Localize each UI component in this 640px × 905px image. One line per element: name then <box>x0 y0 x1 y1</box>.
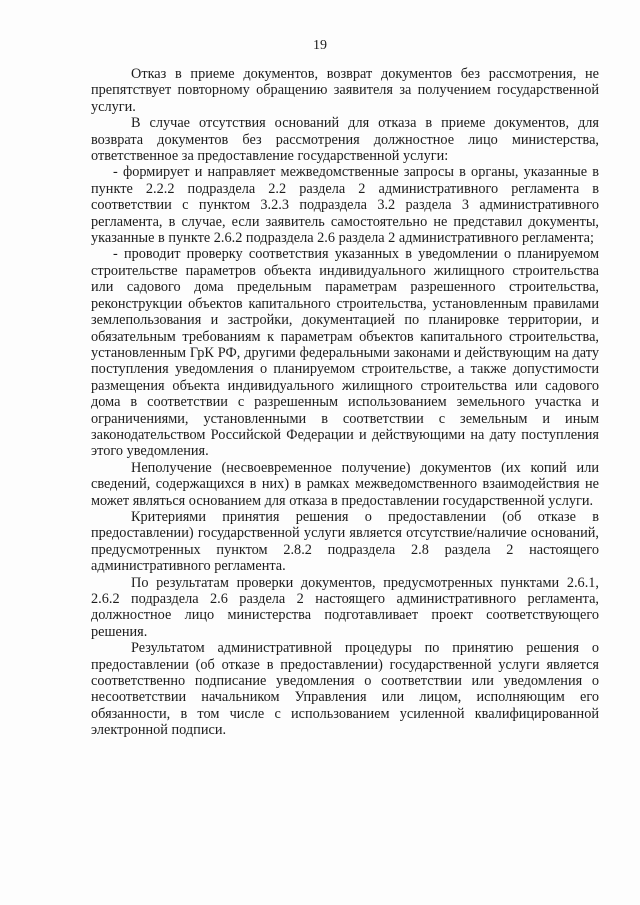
paragraph-draft-decision: По результатам проверки документов, предусмотренных пунктами 2.6.1, 2.6.2 подраздела 2.6 раздела 2 настоящего административного регламента, должностное лицо министерства подготавливает проект соответствующего решения. <box>91 574 599 640</box>
page-number: 19 <box>313 38 327 53</box>
paragraph-no-grounds-for-refusal: В случае отсутствия оснований для отказа в приеме документов, для возврата документов без рассмотрения должностное лицо министерства, ответственное за предоставление государственной услуги: <box>91 115 599 165</box>
list-item-interagency-requests: - формирует и направляет межведомственные запросы в органы, указанные в пункте 2.2.2 подраздела 2.2 раздела 2 административного регламента в соответствии с пунктом 3.2.3 подраздела 3.2 раздела 3 административного регламента, в случае, если заявитель самостоятельно не представил документы, указанные в пункте 2.6.2 подраздела 2.6 раздела 2 административного регламента; <box>91 164 599 247</box>
paragraph-decision-criteria: Критериями принятия решения о предоставлении (об отказе в предоставлении) государственной услуги является отсутствие/наличие оснований, предусмотренных пунктом 2.8.2 подраздела 2.8 раздела 2 настоящего административного регламента. <box>91 508 599 575</box>
document-body <box>91 66 599 739</box>
paragraph-refusal-no-obstacle: Отказ в приеме документов, возврат документов без рассмотрения, не препятствует повторному обращению заявителя за получением государственной услуги. <box>91 66 599 115</box>
list-item-parameter-check: - проводит проверку соответствия указанных в уведомлении о планируемом строительстве параметров объекта индивидуального жилищного строительства или садового дома предельным параметрам разрешенного строительства, реконструкции объектов капитального строительства, установленным правилами землепользования и застройки, документацией по планировке территории, и обязательным требованиям к параметрам объектов капитального строительства, установленным ГрК РФ, другими федеральными законами и действующим на дату поступления уведомления о планируемом строительстве, а также допустимости размещения объекта индивидуального жилищного строительства или садового дома в соответствии с разрешенным использованием земельного участка и ограничениями, установленными в соответствии с земельным и иным законодательством Российской Федерации и действующими на дату поступления этого уведомления. <box>91 246 599 460</box>
paragraph-non-receipt-of-documents: Неполучение (несвоевременное получение) документов (их копий или сведений, содержащихся в них) в рамках межведомственного взаимодействия не может являться основанием для отказа в предоставлении государственной услуги. <box>91 459 599 509</box>
paragraph-procedure-result: Результатом административной процедуры по принятию решения о предоставлении (об отказе в предоставлении) государственной услуги является соответственно подписание уведомления о соответствии или уведомления о несоответствии начальником Управления или лицом, исполняющим его обязанности, в том числе с использованием усиленной квалифицированной электронной подписи. <box>91 640 599 739</box>
